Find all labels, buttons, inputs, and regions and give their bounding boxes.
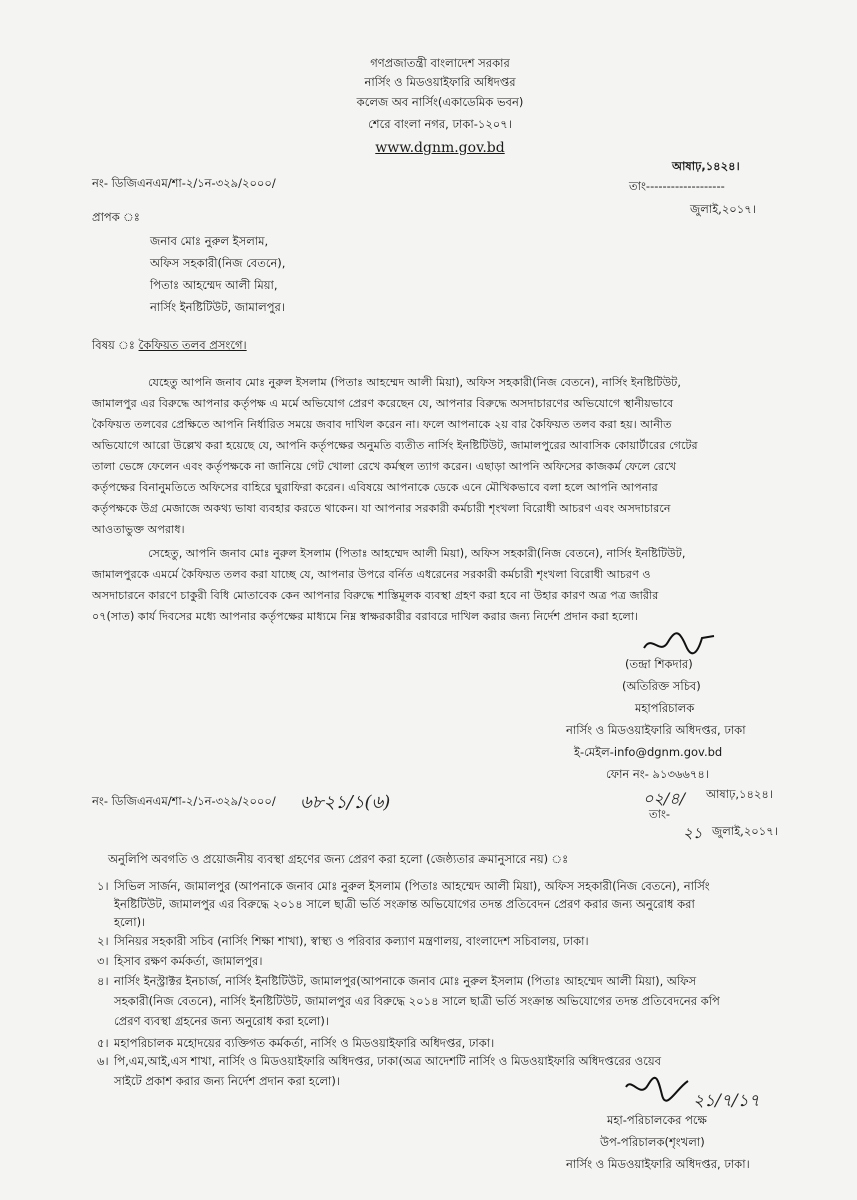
memo2-handwritten-date: ০২/৪/ [643, 789, 685, 808]
signature-scribble [622, 1075, 692, 1105]
subject-label: বিষয় ঃ [92, 338, 135, 352]
memo2-date-label: তাং- [649, 807, 671, 821]
copy-line: মহাপরিচালক মহোদয়ের ব্যক্তিগত কর্মকর্তা, নার্সিং ও মিডওয়াইফারি অধিদপ্তর, ঢাকা। [114, 1036, 495, 1050]
copy-line: সহকারী(নিজ বেতনে), নার্সিং ইনষ্টিটিউট, জামালপুর এর বিরুদ্ধে ২০১৪ সালে ছাত্রী ভর্তি সংক্রান্ত অভিযোগের তদন্ত প্রতিবেদনের কপি [114, 994, 720, 1008]
signatory-role: মহাপরিচালক [635, 701, 695, 715]
signatory-name: (তন্দ্রা শিকদার) [625, 657, 693, 671]
recipient-line: অফিস সহকারী(নিজ বেতনে), [150, 256, 286, 270]
recipient-label: প্রাপক ঃ [92, 210, 140, 224]
copy-num: ৩। [97, 954, 109, 968]
paragraph-line: জামালপুরকে এমর্মে কৈফিয়ত তলব করা যাচ্ছে যে, আপনার উপরে বর্নিত এধরেনের সরকারী কর্মচারী শৃংখলা বিরোধী আচরণ ও [92, 568, 651, 581]
memo-date-english: জুলাই,২০১৭। [690, 202, 756, 216]
paragraph-line: ০৭(সাত) কার্য দিবসের মধ্যে আপনার কর্তৃপক্ষের মাধ্যমে নিম্ন স্বাক্ষরকারীর বরাবরে দাখিল করার জন্য নির্দেশ প্রদান করা হলো। [92, 610, 639, 623]
memo-date-label: তাং------------------- [629, 179, 725, 193]
copy-line: সিনিয়র সহকারী সচিব (নার্সিং শিক্ষা শাখা), স্বাস্থ্য ও পরিবার কল্যাণ মন্ত্রণালয়, বাংলাদেশ সচিবালয়, ঢাকা। [114, 934, 589, 948]
signatory-email: ই-মেইল-info@dgnm.gov.bd [574, 745, 723, 759]
paragraph-line: কর্তৃপক্ষের বিনানুমতিতে অফিসের বাহিরে ঘুরাফিরা করেন। এবিষয়ে আপনাকে ডেকে এনে মৌখিকভাবে বলা হলে আপনি আপনার [92, 481, 658, 494]
paragraph-line: যেহেতু আপনি জনাব মোঃ নুরুল ইসলাম (পিতাঃ আহম্মেদ আলী মিয়া), অফিস সহকারী(নিজ বেতনে), নার্সিং ইনষ্টিটিউট, [148, 376, 681, 389]
signatory-office: নার্সিং ও মিডওয়াইফারি অধিদপ্তর, ঢাকা [566, 723, 746, 737]
copy-line: সাইটে প্রকাশ করার জন্য নির্দেশ প্রদান করা হলো)। [114, 1074, 340, 1088]
header-address: শেরে বাংলা নগর, ঢাকা-১২০৭। [368, 117, 512, 131]
copy-line: ইনষ্টিটিউট, জামালপুর এর বিরুদ্ধে ২০১৪ সালে ছাত্রী ভর্তি সংক্রান্ত অভিযোগের তদন্ত প্রতিবেদন প্রেরণ করার জন্য অনুরোধ করা [114, 897, 695, 911]
memo2-number: নং- ডিজিএনএম/শা-২/১ন-৩২৯/২০০০/ [92, 794, 276, 808]
copy-num: ১। [97, 879, 109, 893]
copy-num: ২। [97, 934, 109, 948]
paragraph-line: অভিযোগে আরো উল্লেখ করা হয়েছে যে, আপনি কর্তৃপক্ষের অনুমতি ব্যতীত নার্সিং ইনষ্টিটিউট, জামালপুরের আবাসিক কোয়ার্টারের গেটের [92, 439, 698, 452]
header-website: www.dgnm.gov.bd [375, 140, 505, 156]
copy-num: ৪। [97, 974, 109, 988]
subject [92, 339, 247, 353]
header-government: গণপ্রজাতন্ত্রী বাংলাদেশ সরকার [370, 56, 510, 70]
memo-number: নং- ডিজিএনএম/শা-২/১ন-৩২৯/২০০০/ [92, 176, 276, 190]
paragraph-2 [92, 543, 804, 627]
copy-line: নার্সিং ইনস্ট্রাক্টর ইনচার্জ, নার্সিং ইনষ্টিটিউট, জামালপুর(আপনাকে জনাব মোঃ নুরুল ইসলাম (পিতাঃ আহম্মেদ আলী মিয়া), অফিস [114, 974, 697, 988]
header-college: কলেজ অব নার্সিং(একাডেমিক ভবন) [356, 95, 524, 109]
copy-line: হলো)। [114, 915, 146, 929]
memo2-handwritten-number: ৬৮২১/১(৬) [300, 792, 391, 813]
copy-line: প্রেরণ ব্যবস্থা গ্রহনের জন্য অনুরোধ করা হলো)। [114, 1014, 329, 1028]
recipient-line: জনাব মোঃ নুরুল ইসলাম, [150, 234, 269, 248]
memo2-handwritten-day: ২১ [683, 824, 703, 842]
memo-date-bangla: আষাঢ়,১৪২৪। [672, 159, 740, 173]
header-directorate: নার্সিং ও মিডওয়াইফারি অধিদপ্তর [364, 75, 516, 89]
copy-line: পি,এম,আই,এস শাখা, নার্সিং ও মিডওয়াইফারি অধিদপ্তর, ঢাকা(অত্র আদেশটি নার্সিং ও মিডওয়াইফারি অধিদপ্তরের ওয়েব [114, 1054, 662, 1068]
signatory-phone: ফোন নং- ৯১৩৬৬৭৪। [606, 767, 709, 781]
paragraph-line: আওতাভুক্ত অপরাধ। [92, 523, 185, 536]
recipient-line: পিতাঃ আহম্মেদ আলী মিয়া, [150, 278, 278, 292]
paragraph-line: সেহেতু, আপনি জনাব মোঃ নুরুল ইসলাম (পিতাঃ আহম্মেদ আলী মিয়া), অফিস সহকারী(নিজ বেতনে), নার্সিং ইনষ্টিটিউট, [148, 547, 686, 560]
paragraph-line: জামালপুর এর বিরুদ্ধে আপনার কর্তৃপক্ষ এ মর্মে অভিযোগ প্রেরণ করেছেন যে, আপনার বিরুদ্ধে অসদাচারণের অভিযোগে স্থানীয়ভাবে [92, 397, 674, 410]
signatory-designation: (অতিরিক্ত সচিব) [622, 679, 701, 693]
paragraph-line: কর্তৃপক্ষকে উগ্র মেজাজে অকথ্য ভাষা ব্যবহার করতে থাকেন। যা আপনার সরকারী কর্মচারী শৃংখলা বিরোধী আচরণ এবং অসদাচারনে [92, 502, 671, 515]
paragraph-line: অসদাচারনে কারণে চাকুরী বিধি মোতাবেক কেন আপনার বিরুদ্ধে শাস্তিমূলক ব্যবস্থা গ্রহণ করা হবে না উহার কারণ অত্র পত্র জারীর [92, 589, 659, 602]
footer-handwritten-date: ২১/৭/১৭ [693, 1091, 760, 1111]
footer-signatory-line2: উপ-পরিচালক(শৃংখলা) [600, 1135, 705, 1149]
paragraph-line: তালা ভেঙ্গে ফেলেন এবং কর্তৃপক্ষকে না জানিয়ে গেট খোলা রেখে কর্মস্থল ত্যাগ করেন। এছাড়া আপনি অফিসের কাজকর্ম ফেলে রেখে [92, 460, 677, 473]
copy-intro: অনুলিপি অবগতি ও প্রয়োজনীয় ব্যবস্থা গ্রহণের জন্য প্রেরণ করা হলো (জেষ্ঠ্যতার ক্রমানুসারে নয়) ঃ [108, 852, 569, 866]
paragraph-1 [92, 372, 804, 540]
memo2-date-english: জুলাই,২০১৭। [712, 824, 778, 838]
copy-num: ৬। [97, 1054, 109, 1068]
footer-signatory-line3: নার্সিং ও মিডওয়াইফারি অধিদপ্তর, ঢাকা। [566, 1157, 750, 1171]
copy-num: ৫। [97, 1036, 109, 1050]
subject-text: কৈফিয়ত তলব প্রসংগে। [138, 338, 247, 352]
footer-signatory-line1: মহা-পরিচালকের পক্ষে [607, 1113, 707, 1127]
paragraph-line: কৈফিয়ত তলবের প্রেক্ষিতে আপনি নির্ধারিত সময়ে জবাব দাখিল করেন না। ফলে আপনাকে ২য় বার কৈফিয়ত তলব করা হয়। আনীত [92, 418, 672, 431]
recipient-line: নার্সিং ইনষ্টিটিউট, জামালপুর। [150, 300, 285, 314]
signature-scribble [640, 628, 720, 658]
memo2-date-bangla: আষাঢ়,১৪২৪। [706, 787, 773, 801]
copy-line: সিভিল সার্জন, জামালপুর (আপনাকে জনাব মোঃ নুরুল ইসলাম (পিতাঃ আহম্মেদ আলী মিয়া), অফিস সহকারী(নিজ বেতনে), নার্সিং [114, 879, 710, 893]
copy-line: হিসাব রক্ষণ কর্মকর্তা, জামালপুর। [114, 954, 263, 968]
